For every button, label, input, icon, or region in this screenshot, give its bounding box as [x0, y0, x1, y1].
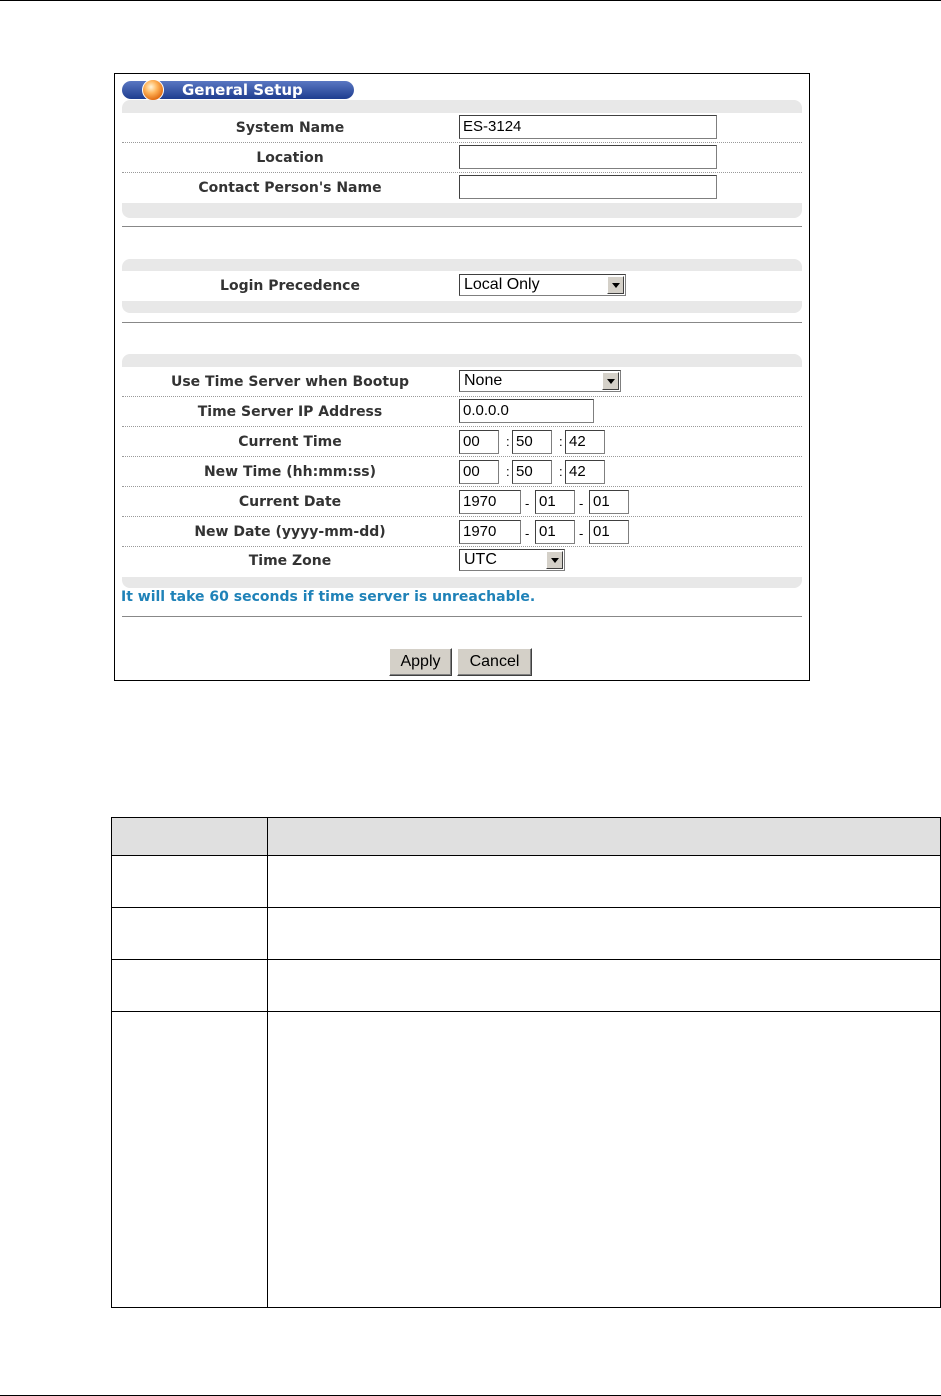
table-row [112, 1012, 941, 1308]
new-date-day[interactable]: 01 [589, 520, 629, 544]
current-time-row [122, 427, 802, 457]
system-name-label: System Name [235, 120, 345, 136]
time-server-ip-input[interactable]: 0.0.0.0 [459, 399, 594, 423]
date-separator: - [579, 526, 584, 541]
table-cell [112, 908, 268, 960]
system-info-panel [122, 100, 802, 218]
chevron-down-icon[interactable] [602, 372, 619, 390]
divider-1 [122, 226, 802, 227]
new-time-label: New Time (hh:mm:ss) [203, 464, 377, 480]
table-row [112, 856, 941, 908]
login-precedence-row [122, 271, 802, 301]
general-setup-screenshot [114, 73, 810, 681]
date-separator: - [525, 526, 530, 541]
date-separator: - [579, 496, 584, 511]
panel-title-bar [122, 81, 354, 99]
chevron-down-icon[interactable] [607, 276, 624, 294]
table-row [112, 908, 941, 960]
login-precedence-label: Login Precedence [220, 278, 360, 294]
time-zone-value: UTC [464, 551, 497, 568]
current-date-month[interactable]: 01 [535, 490, 575, 514]
system-name-input[interactable]: ES-3124 [459, 115, 717, 139]
time-server-row [122, 367, 802, 397]
time-separator: : [559, 434, 563, 449]
table-cell [267, 908, 940, 960]
time-server-ip-row [122, 397, 802, 427]
current-time-second[interactable]: 42 [565, 430, 605, 454]
time-separator: : [559, 464, 563, 479]
current-time-minute[interactable]: 50 [512, 430, 552, 454]
chevron-down-icon[interactable] [546, 551, 563, 569]
current-date-day[interactable]: 01 [589, 490, 629, 514]
table-cell [112, 856, 268, 908]
location-input[interactable] [459, 145, 717, 169]
time-settings-panel [122, 354, 802, 588]
time-server-label: Use Time Server when Bootup [170, 374, 410, 390]
divider-3 [122, 616, 802, 617]
contact-name-label: Contact Person's Name [198, 180, 382, 196]
time-server-note: It will take 60 seconds if time server is unreachable. [121, 589, 536, 605]
location-label: Location [256, 150, 324, 166]
new-time-minute[interactable]: 50 [512, 460, 552, 484]
time-server-ip-label: Time Server IP Address [197, 404, 383, 420]
panel-title: General Setup [182, 81, 303, 99]
table-cell [267, 1012, 940, 1308]
table-header-cell [267, 818, 940, 856]
new-date-label: New Date (yyyy-mm-dd) [194, 524, 386, 540]
table-header-cell [112, 818, 268, 856]
table-cell [112, 960, 268, 1012]
table-cell [267, 960, 940, 1012]
current-time-label: Current Time [238, 434, 342, 450]
table-row [112, 960, 941, 1012]
new-time-row [122, 457, 802, 487]
description-table [111, 817, 941, 1308]
time-server-value: None [464, 372, 503, 389]
contact-name-input[interactable] [459, 175, 717, 199]
login-panel [122, 259, 802, 313]
login-precedence-value: Local Only [464, 276, 540, 293]
current-date-label: Current Date [238, 494, 342, 510]
system-name-row [122, 113, 802, 143]
table-cell [112, 1012, 268, 1308]
new-date-month[interactable]: 01 [535, 520, 575, 544]
date-separator: - [525, 496, 530, 511]
new-time-second[interactable]: 42 [565, 460, 605, 484]
location-row [122, 143, 802, 173]
cancel-button[interactable]: Cancel [457, 648, 532, 676]
current-date-year[interactable]: 1970 [459, 490, 521, 514]
new-date-row [122, 517, 802, 547]
time-server-select[interactable] [459, 370, 621, 392]
time-zone-select[interactable] [459, 549, 565, 571]
divider-2 [122, 322, 802, 323]
orange-orb-icon [142, 79, 164, 101]
page-top-rule [0, 0, 941, 1]
new-time-hour[interactable]: 00 [459, 460, 499, 484]
current-date-row [122, 487, 802, 517]
table-cell [267, 856, 940, 908]
current-time-hour[interactable]: 00 [459, 430, 499, 454]
time-zone-label: Time Zone [248, 553, 332, 569]
time-zone-row [122, 547, 802, 577]
new-date-year[interactable]: 1970 [459, 520, 521, 544]
time-separator: : [506, 464, 510, 479]
apply-button[interactable]: Apply [389, 648, 452, 676]
time-separator: : [506, 434, 510, 449]
table-header-row [112, 818, 941, 856]
contact-name-row [122, 173, 802, 203]
login-precedence-select[interactable] [459, 274, 626, 296]
